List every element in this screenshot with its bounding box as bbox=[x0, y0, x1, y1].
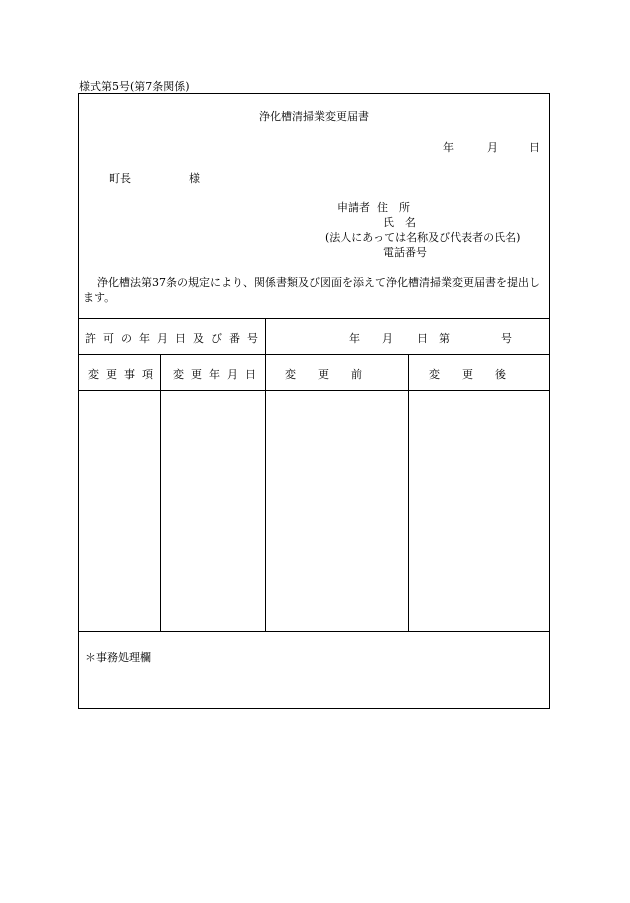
divider-permit-top bbox=[79, 318, 549, 319]
applicant-block bbox=[325, 200, 521, 260]
applicant-label: 申請者 bbox=[337, 201, 370, 214]
permit-divider bbox=[265, 318, 266, 354]
date-day: 日 bbox=[529, 141, 540, 154]
col-divider-3 bbox=[408, 354, 409, 631]
office-use-label: ＊事務処理欄 bbox=[85, 651, 151, 664]
col-header-item: 変更事項 bbox=[88, 368, 160, 381]
applicant-address: 住 所 bbox=[377, 201, 410, 214]
form-title: 浄化槽清掃業変更届書 bbox=[259, 110, 369, 123]
col-header-before: 変 更 前 bbox=[285, 368, 362, 381]
divider-permit-bottom bbox=[79, 354, 549, 355]
permit-dai: 第 bbox=[439, 332, 450, 345]
applicant-corp-note: (法人にあっては名称及び代表者の氏名) bbox=[325, 231, 521, 244]
col-divider-1 bbox=[160, 354, 161, 631]
permit-go: 号 bbox=[501, 332, 512, 345]
permit-year: 年 bbox=[349, 332, 360, 345]
col-divider-2 bbox=[265, 354, 266, 631]
col-header-date: 変更年月日 bbox=[173, 368, 263, 381]
addressee bbox=[109, 170, 200, 186]
date-month: 月 bbox=[487, 141, 498, 154]
submission-date bbox=[443, 139, 540, 155]
applicant-phone: 電話番号 bbox=[383, 246, 427, 259]
addressee-sama: 様 bbox=[189, 172, 200, 185]
form-number: 様式第5号(第7条関係) bbox=[79, 80, 190, 93]
col-header-after: 変 更 後 bbox=[429, 368, 506, 381]
form-frame bbox=[78, 93, 550, 709]
divider-header-bottom bbox=[79, 390, 549, 391]
town-head: 町長 bbox=[109, 172, 131, 185]
divider-office-top bbox=[79, 631, 549, 632]
applicant-name: 氏 名 bbox=[383, 216, 416, 229]
statement: 浄化槽法第37条の規定により、関係書類及び図面を添えて浄化槽清掃業変更届書を提出します。 bbox=[83, 276, 540, 304]
permit-month: 月 bbox=[382, 332, 393, 345]
date-year: 年 bbox=[443, 141, 454, 154]
permit-day: 日 bbox=[417, 332, 428, 345]
permit-label: 許可の年月日及び番号 bbox=[85, 332, 265, 345]
